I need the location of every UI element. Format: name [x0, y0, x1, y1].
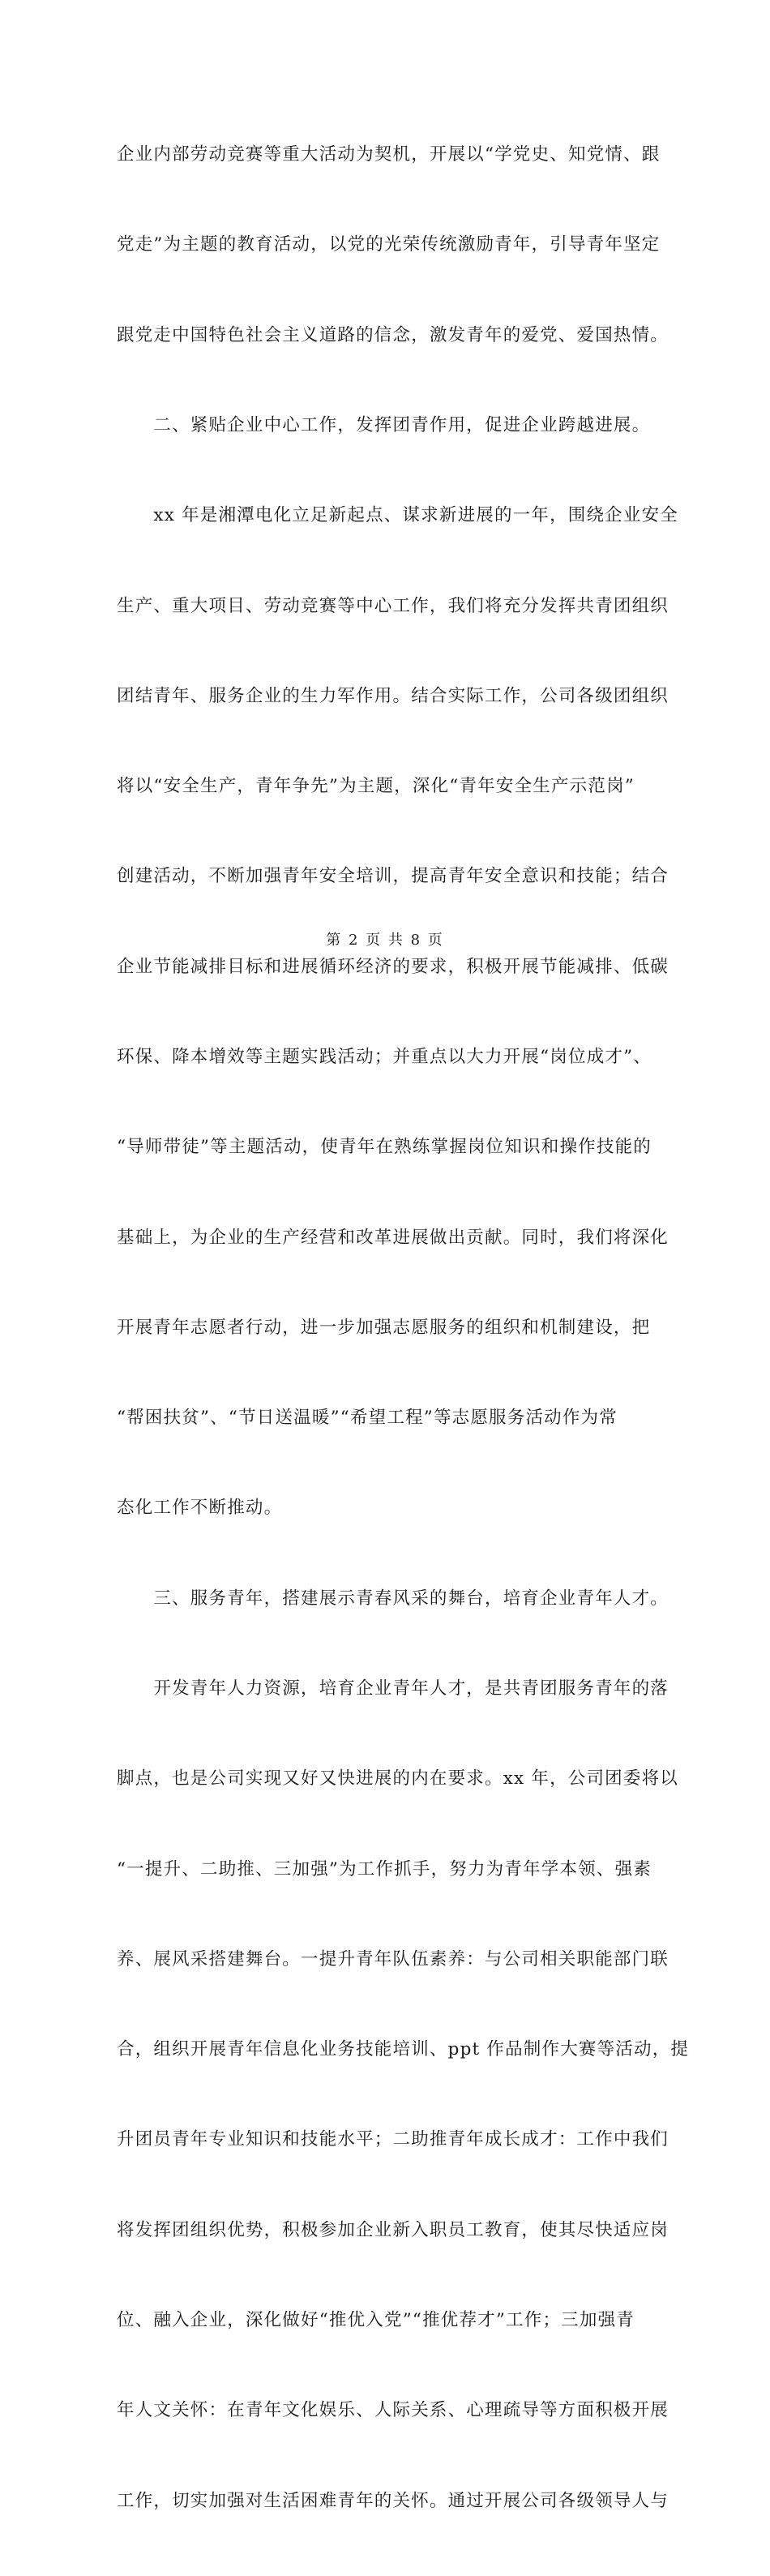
text-line: 党走”为主题的教育活动，以党的光荣传统激励青年，引导青年坚定 — [117, 234, 661, 255]
text-line: 企业节能减排目标和进展循环经济的要求，积极开展节能减排、低碳 — [117, 956, 669, 977]
text-line: “帮困扶贫”、“节日送温暖”“希望工程”等志愿服务活动作为常 — [117, 1408, 618, 1429]
text-line: 态化工作不断推动。 — [117, 1498, 283, 1519]
document-body — [117, 79, 690, 2576]
text-line: “一提升、二助推、三加强”为工作抓手，努力为青年学本领、强素 — [117, 1858, 652, 1879]
page-number-footer: 第 2 页 共 8 页 — [326, 932, 444, 949]
text-line: 脚点，也是公司实现又好又快进展的内在要求。xx 年，公司团委将以 — [117, 1768, 678, 1789]
text-line: 合，组织开展青年信息化业务技能培训、ppt 作品制作大赛等活动，提 — [117, 2039, 690, 2060]
text-line: 企业内部劳动竞赛等重大活动为契机，开展以“学党史、知党情、跟 — [117, 144, 661, 165]
text-line: 位、融入企业，深化做好“推优入党”“推优荐才”工作；三加强青 — [117, 2309, 635, 2330]
text-line: 养、展风采搭建舞台。一提升青年队伍素养：与公司相关职能部门联 — [117, 1948, 669, 1970]
text-line: 工作，切实加强对生活困难青年的关怀。通过开展公司各级领导人与 — [117, 2490, 669, 2511]
text-line: 年人文关怀：在青年文化娱乐、人际关系、心理疏导等方面积极开展 — [117, 2400, 669, 2421]
text-line: 环保、降本增效等主题实践活动；并重点以大力开展“岗位成才”、 — [117, 1047, 652, 1067]
text-line: 基础上，为企业的生产经营和改革进展做出贡献。同时，我们将深化 — [117, 1227, 669, 1248]
text-line: 开发青年人力资源，培育企业青年人才，是共青团服务青年的落 — [117, 1678, 669, 1699]
text-line: 开展青年志愿者行动，进一步加强志愿服务的组织和机制建设，把 — [117, 1317, 651, 1338]
text-line: 创建活动，不断加强青年安全培训，提高青年安全意识和技能；结合 — [117, 866, 669, 887]
text-line: 团结青年、服务企业的生力军作用。结合实际工作，公司各级团组织 — [117, 685, 669, 706]
text-line: 生产、重大项目、劳动竞赛等中心工作，我们将充分发挥共青团组织 — [117, 595, 669, 616]
text-line: 跟党走中国特色社会主义道路的信念，激发青年的爱党、爱国热情。 — [117, 324, 669, 345]
text-line: 将以“安全生产，青年争先”为主题，深化“青年安全生产示范岗” — [117, 776, 635, 797]
body-text — [117, 79, 690, 2576]
section-heading: 二、紧贴企业中心工作，发挥团青作用，促进企业跨越进展。 — [117, 415, 651, 436]
text-line: 将发挥团组织优势，积极参加企业新入职员工教育，使其尽快适应岗 — [117, 2219, 669, 2240]
text-line: xx 年是湘潭电化立足新起点、谋求新进展的一年，围绕企业安全 — [117, 505, 678, 526]
text-line: “导师带徒”等主题活动，使青年在熟练掌握岗位知识和操作技能的 — [117, 1137, 652, 1158]
section-heading: 三、服务青年，搭建展示青春风采的舞台，培育企业青年人才。 — [117, 1588, 669, 1609]
text-line: 升团员青年专业知识和技能水平；二助推青年成长成才：工作中我们 — [117, 2129, 669, 2150]
